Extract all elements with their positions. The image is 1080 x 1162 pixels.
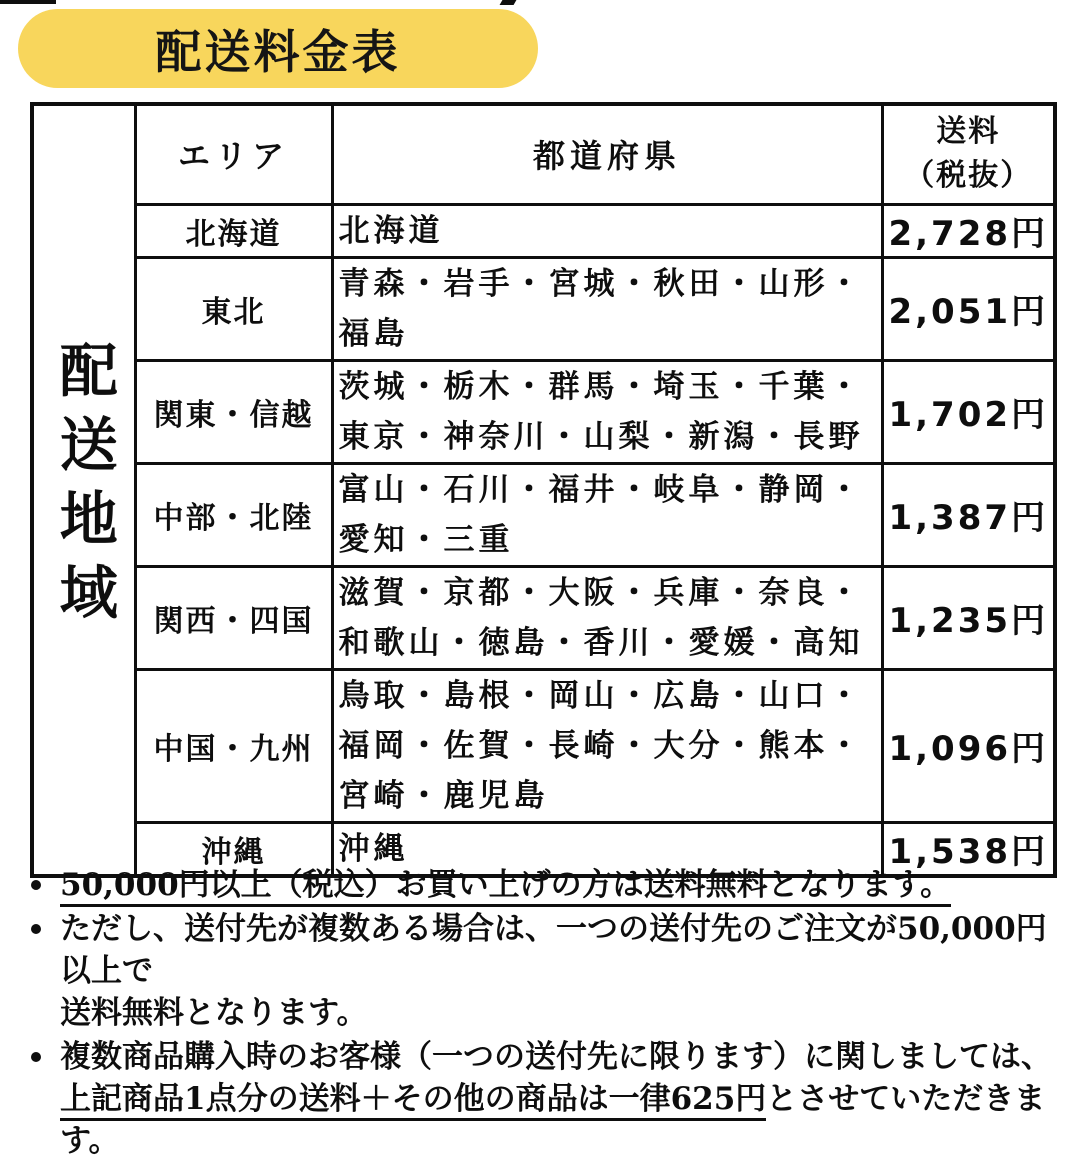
note-item xyxy=(28,908,1074,1034)
pref-cell: 茨城・栃木・群馬・埼玉・千葉・東京・神奈川・山梨・新潟・長野 xyxy=(332,360,882,463)
note-line xyxy=(60,864,1074,906)
table-row xyxy=(32,566,1055,669)
pref-cell: 滋賀・京都・大阪・兵庫・奈良・和歌山・徳島・香川・愛媛・高知 xyxy=(332,566,882,669)
table-header-row xyxy=(32,104,1055,204)
note-segment: 送料無料となります。 xyxy=(60,995,368,1031)
table-row xyxy=(32,204,1055,257)
pref-cell: 沖縄 xyxy=(332,822,882,876)
table-row xyxy=(32,669,1055,822)
title-banner xyxy=(18,9,538,88)
region-label-cell xyxy=(32,104,135,876)
area-cell: 北海道 xyxy=(135,204,332,257)
note-line xyxy=(60,1078,1074,1162)
footnotes-list xyxy=(28,862,1074,1162)
note-segment: ただし、送付先が複数ある場合は、一つの送付先のご注文が50,000円以上で xyxy=(60,911,1047,989)
fee-header-line1: 送料 xyxy=(936,114,1001,150)
pref-cell: 富山・石川・福井・岐阜・静岡・愛知・三重 xyxy=(332,463,882,566)
table-row xyxy=(32,360,1055,463)
top-edge-artifact-left xyxy=(0,0,56,4)
fee-cell: 1,096円 xyxy=(882,669,1055,822)
fee-cell: 1,387円 xyxy=(882,463,1055,566)
table-row xyxy=(32,257,1055,360)
fee-table-body xyxy=(32,104,1055,876)
note-item xyxy=(28,864,1074,906)
table-row xyxy=(32,463,1055,566)
area-cell: 関西・四国 xyxy=(135,566,332,669)
note-line xyxy=(60,908,1074,992)
fee-cell: 2,051円 xyxy=(882,257,1055,360)
fee-cell: 1,538円 xyxy=(882,822,1055,876)
pref-cell: 北海道 xyxy=(332,204,882,257)
pref-cell: 鳥取・島根・岡山・広島・山口・福岡・佐賀・長崎・大分・熊本・宮崎・鹿児島 xyxy=(332,669,882,822)
area-cell: 沖縄 xyxy=(135,822,332,876)
note-line xyxy=(60,992,1074,1034)
page-title: 配送料金表 xyxy=(155,24,401,79)
fee-cell: 1,235円 xyxy=(882,566,1055,669)
area-cell: 中国・九州 xyxy=(135,669,332,822)
area-cell: 中部・北陸 xyxy=(135,463,332,566)
fee-header-line2: （税抜） xyxy=(904,158,1033,194)
shipping-fee-table xyxy=(30,102,1057,878)
pref-cell: 青森・岩手・宮城・秋田・山形・福島 xyxy=(332,257,882,360)
region-label: 配送地域 xyxy=(49,339,118,636)
note-item xyxy=(28,1036,1074,1162)
note-segment: 複数商品購入時のお客様（一つの送付先に限ります）に関しましては、 xyxy=(60,1039,1052,1075)
column-header-area: エリア xyxy=(135,104,332,204)
note-segment-underlined: 上記商品1点分の送料＋その他の商品は一律625円 xyxy=(60,1081,766,1121)
area-cell: 東北 xyxy=(135,257,332,360)
column-header-fee xyxy=(882,104,1055,204)
area-cell: 関東・信越 xyxy=(135,360,332,463)
top-edge-artifact-nick xyxy=(500,0,517,5)
column-header-prefectures: 都道府県 xyxy=(332,104,882,204)
fee-cell: 2,728円 xyxy=(882,204,1055,257)
note-line xyxy=(60,1036,1074,1078)
fee-cell: 1,702円 xyxy=(882,360,1055,463)
note-segment: とさせていただきます。 xyxy=(60,1081,1046,1159)
note-segment-underlined: 50,000円以上（税込）お買い上げの方は送料無料となります。 xyxy=(60,867,951,907)
